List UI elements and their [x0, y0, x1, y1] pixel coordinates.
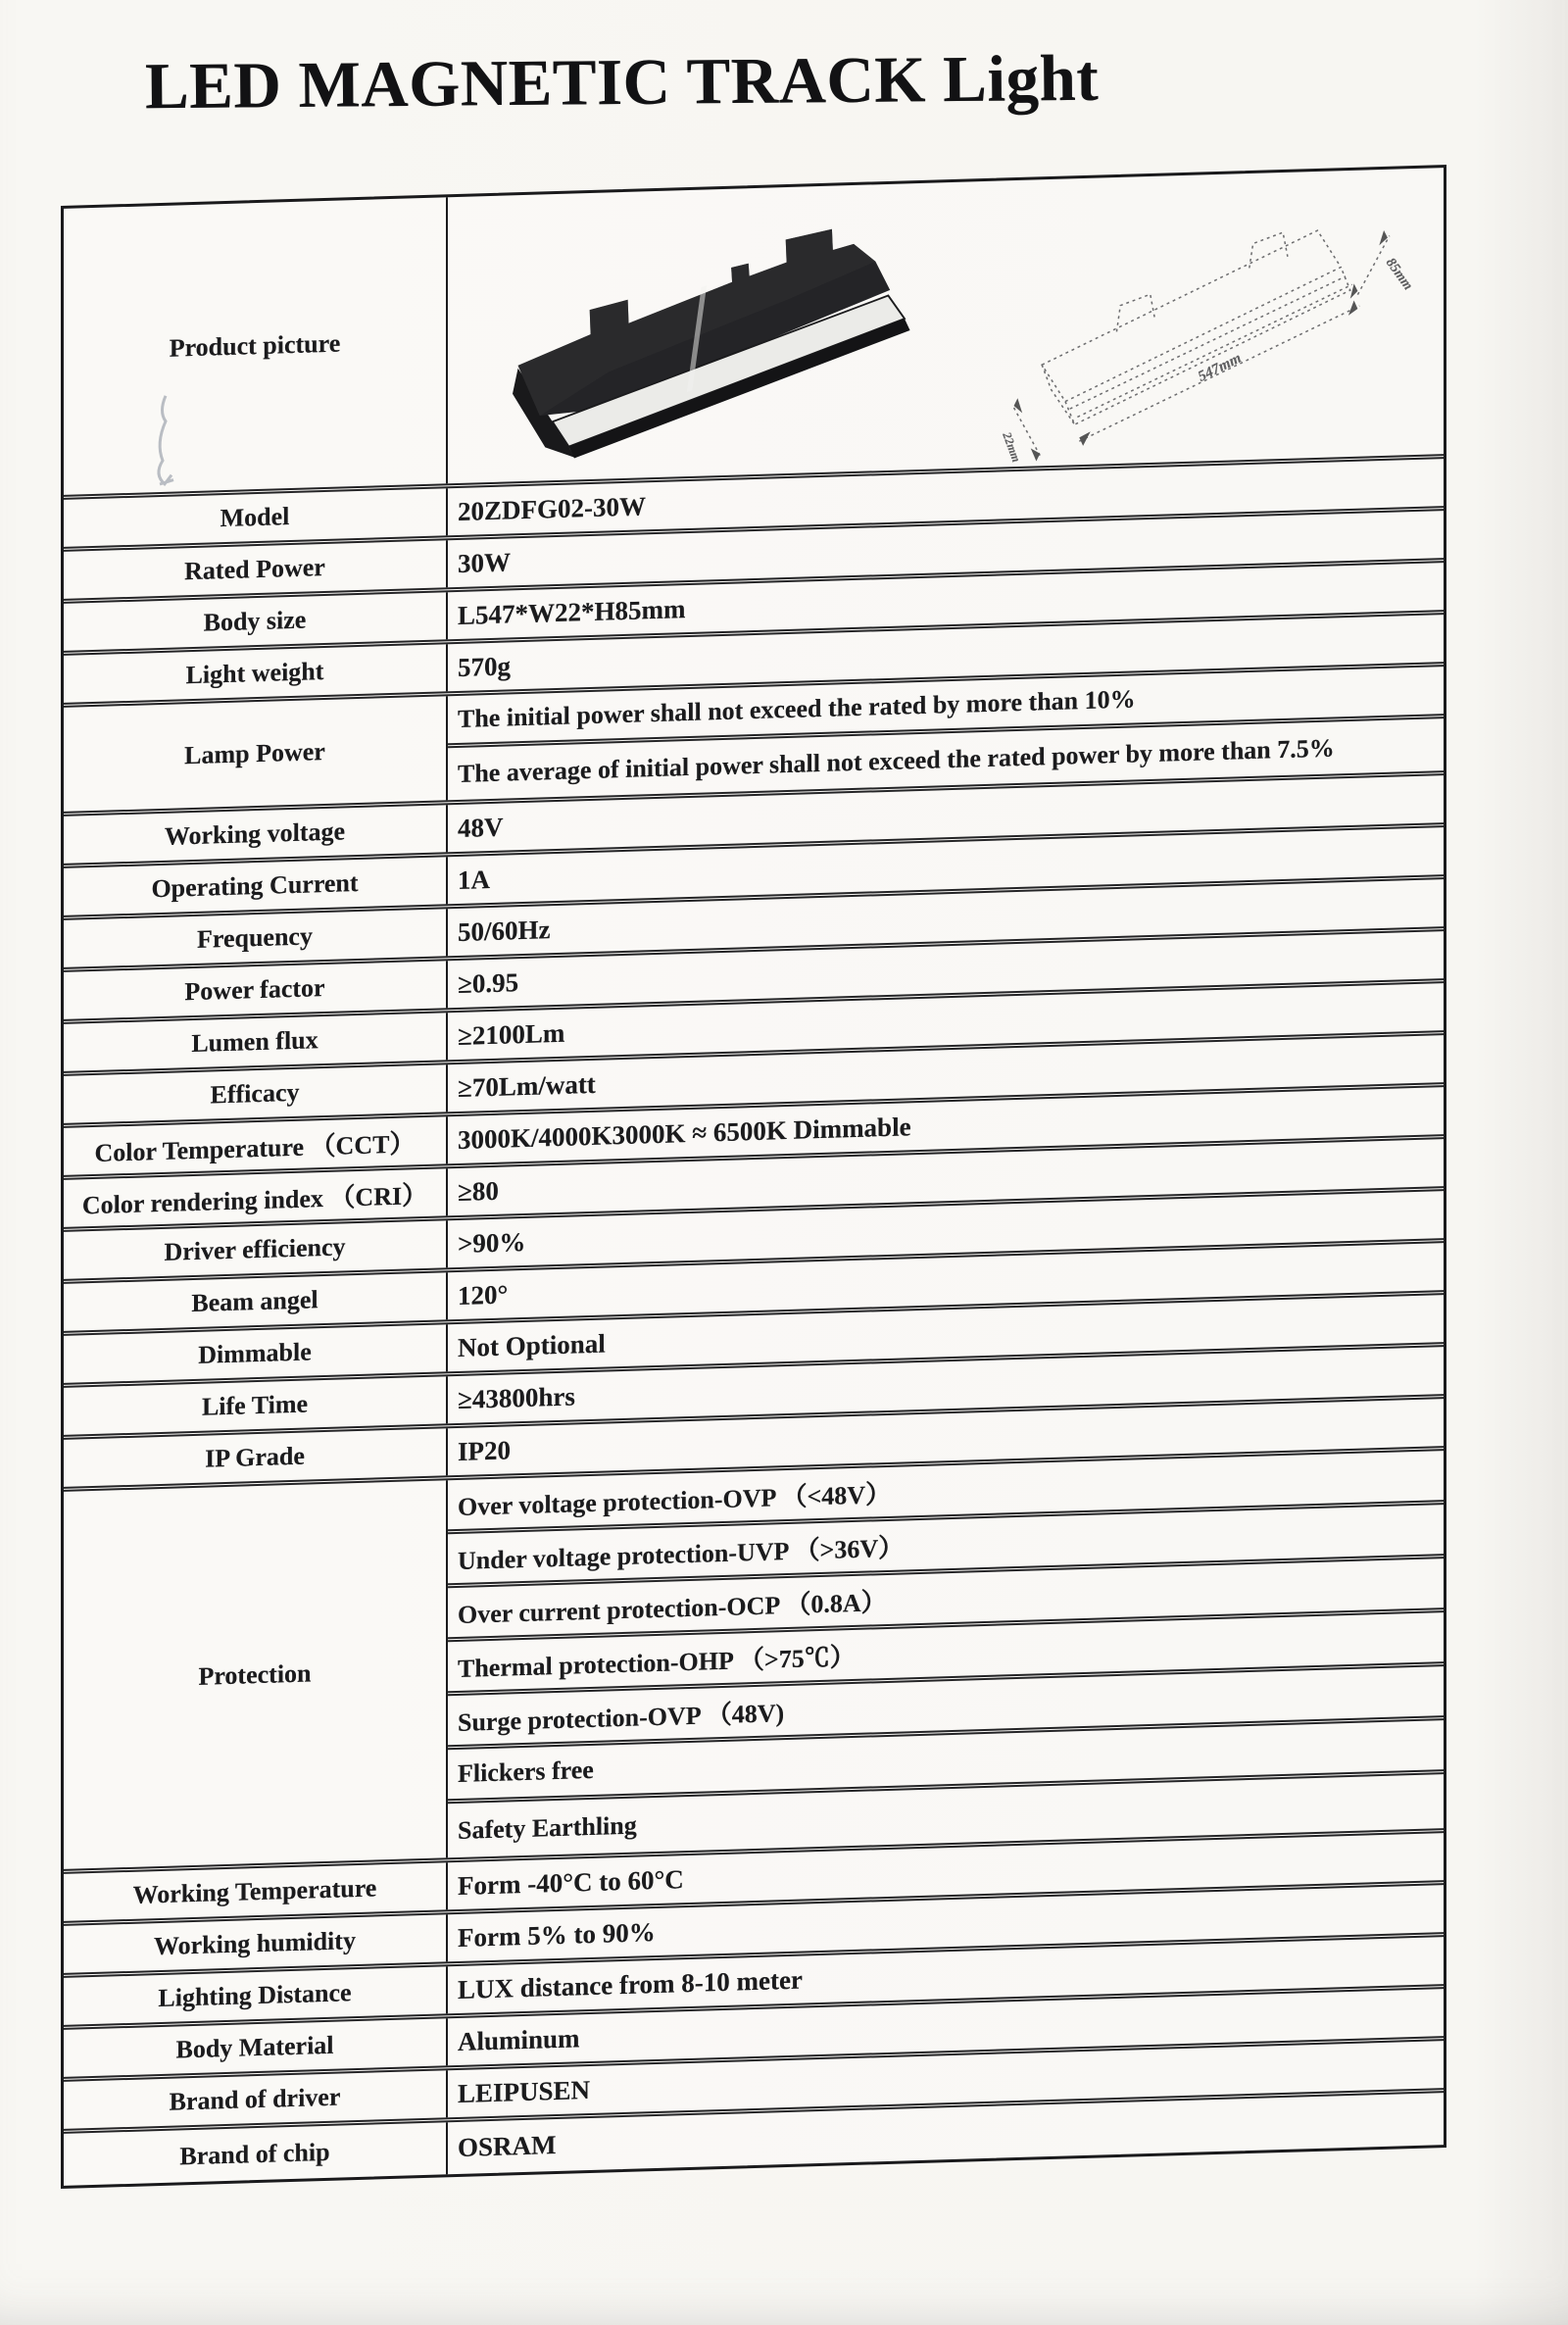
spec-label: Brand of driver	[64, 2070, 448, 2129]
dimension-drawing	[981, 172, 1430, 466]
lamp-power-label: Lamp Power	[64, 696, 448, 812]
product-picture-row	[64, 168, 1444, 500]
spec-value: ≥2100Lm	[458, 1017, 565, 1051]
spec-label: Dimmable	[64, 1324, 448, 1383]
spec-label: Frequency	[64, 909, 448, 967]
spec-value: >90%	[458, 1226, 526, 1259]
lamp-power-line: The average of initial power shall not exceed the rated power by more than 7.5%	[458, 732, 1335, 788]
spec-label: Working voltage	[64, 805, 448, 864]
spec-value: IP20	[458, 1434, 511, 1466]
spec-value: Form -40°C to 60°C	[458, 1863, 684, 1901]
lamp-power-line: The initial power shall not exceed the rated by more than 10%	[448, 667, 1444, 748]
product-picture-cell	[448, 168, 1444, 483]
protection-line: Under voltage protection-UVP （>36V）	[448, 1505, 1444, 1588]
protection-line: Over current protection-OCP （0.8A）	[448, 1558, 1444, 1642]
spec-value: ≥0.95	[458, 966, 519, 999]
spec-value: ≥70Lm/watt	[458, 1068, 596, 1103]
protection-line: Thermal protection-OHP （>75℃）	[448, 1612, 1444, 1696]
spec-table	[61, 165, 1446, 2189]
spec-label: Power factor	[64, 961, 448, 1019]
spec-label: Working Temperature	[64, 1862, 448, 1921]
spec-label: Light weight	[64, 644, 448, 703]
spec-label: Lumen flux	[64, 1013, 448, 1071]
spec-value: LEIPUSEN	[458, 2074, 591, 2108]
product-picture-label-text: Product picture	[169, 328, 341, 363]
product-photo	[464, 187, 954, 478]
ink-smudge	[146, 389, 185, 498]
spec-label: Beam angel	[64, 1272, 448, 1331]
spec-label: Model	[64, 488, 448, 547]
protection-group	[64, 1451, 1444, 1874]
spec-label: Brand of chip	[64, 2122, 448, 2186]
spec-label: Efficacy	[64, 1064, 448, 1123]
protection-label: Protection	[64, 1480, 448, 1869]
spec-value: 30W	[458, 546, 511, 578]
spec-label: Color Temperature （CCT）	[64, 1116, 448, 1175]
spec-label: Operating Current	[64, 857, 448, 915]
protection-line: Flickers free	[448, 1720, 1444, 1804]
spec-value: LUX distance from 8-10 meter	[458, 1964, 803, 2004]
protection-line: Surge protection-OVP （48V)	[448, 1666, 1444, 1750]
spec-value: 48V	[458, 812, 504, 843]
spec-label: Lighting Distance	[64, 1966, 448, 2025]
spec-value: Not Optional	[458, 1328, 606, 1362]
dimension-width-label: 22mm	[1000, 429, 1024, 465]
spec-value: 50/60Hz	[458, 914, 551, 947]
spec-label: Life Time	[64, 1376, 448, 1435]
protection-line: Safety Earthling	[458, 1810, 637, 1845]
dimension-height-label: 85mm	[1382, 255, 1416, 294]
spec-label: Rated Power	[64, 540, 448, 599]
product-picture-label	[64, 197, 448, 495]
spec-value: 570g	[458, 650, 511, 682]
spec-value: ≥80	[458, 1175, 499, 1207]
spec-value: Aluminum	[458, 2022, 580, 2056]
spec-value: 1A	[458, 864, 490, 895]
spec-value: OSRAM	[458, 2129, 557, 2162]
page-title: LED MAGNETIC TRACK Light	[144, 41, 1100, 124]
spec-value: 3000K/4000K3000K ≈ 6500K Dimmable	[458, 1111, 911, 1155]
spec-value: ≥43800hrs	[458, 1380, 575, 1414]
spec-label: Color rendering index （CRI）	[64, 1168, 448, 1227]
spec-label: Body size	[64, 592, 448, 651]
spec-label: Body Material	[64, 2018, 448, 2077]
spec-value: 20ZDFG02-30W	[458, 490, 646, 526]
spec-label: Working humidity	[64, 1914, 448, 1973]
spec-value: L547*W22*H85mm	[458, 593, 686, 630]
spec-value: Form 5% to 90%	[458, 1916, 656, 1953]
protection-line: Over voltage protection-OVP （<48V）	[448, 1451, 1444, 1534]
dimension-length-label: 547mm	[1195, 349, 1245, 385]
spec-label: IP Grade	[64, 1428, 448, 1487]
spec-label: Driver efficiency	[64, 1220, 448, 1279]
spec-value: 120°	[458, 1278, 509, 1311]
